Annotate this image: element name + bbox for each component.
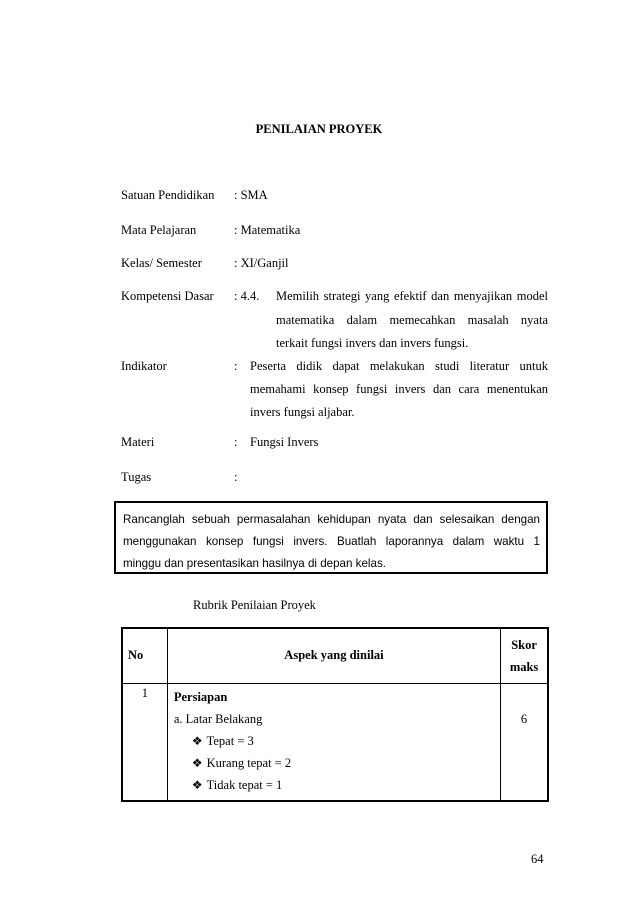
field-colon-materi: :	[234, 435, 238, 449]
header-skor-line-2: maks	[509, 659, 539, 674]
diamond-bullet-icon: ❖	[191, 755, 203, 770]
rubric-table	[121, 627, 549, 802]
row-sub: a. Latar Belakang	[173, 711, 263, 726]
table-row	[122, 683, 548, 801]
field-label-indikator: Indikator	[121, 359, 167, 373]
row-section: Persiapan	[173, 689, 228, 704]
kd-line-1: Memilih strategi yang efektif dan menyajikan model	[276, 289, 548, 303]
field-label-mapel: Mata Pelajaran	[121, 223, 197, 237]
indikator-line-1: Peserta didik dapat melakukan studi literatur untuk	[250, 359, 548, 373]
task-box	[114, 501, 548, 574]
field-value-mapel: : Matematika	[234, 223, 301, 237]
kd-line-2: matematika dalam memecahkan masalah nyata	[276, 313, 548, 327]
field-label-kd: Kompetensi Dasar	[121, 289, 214, 303]
field-colon-indikator: :	[234, 359, 238, 373]
row-skor: 6	[501, 683, 548, 801]
rubric-heading: Rubrik Penilaian Proyek	[193, 598, 316, 612]
header-aspek: Aspek yang dinilai	[167, 628, 500, 683]
page-title: PENILAIAN PROYEK	[255, 122, 383, 136]
field-prefix-kd: : 4.4.	[234, 289, 260, 303]
field-value-kelas: : XI/Ganjil	[234, 256, 289, 270]
list-item	[174, 752, 500, 774]
field-label-materi: Materi	[121, 435, 155, 449]
task-line-3: minggu dan presentasikan hasilnya di depan kelas.	[123, 557, 386, 570]
row-aspek	[167, 683, 500, 801]
header-skor-line-1: Skor	[511, 637, 537, 652]
diamond-bullet-icon: ❖	[191, 733, 203, 748]
header-skor	[501, 628, 548, 683]
page-number: 64	[531, 852, 544, 866]
rubric-header-row	[122, 628, 548, 683]
kd-line-3: terkait fungsi invers dan invers fungsi.	[276, 336, 469, 350]
task-line-2: menggunakan konsep fungsi invers. Buatlah laporannya dalam waktu 1	[123, 535, 540, 548]
task-line-1: Rancanglah sebuah permasalahan kehidupan nyata dan selesaikan dengan	[123, 513, 540, 526]
indikator-line-2: memahami konsep fungsi invers dan cara menentukan	[250, 382, 548, 396]
diamond-bullet-icon: ❖	[191, 777, 203, 792]
list-item	[174, 730, 500, 752]
row-no: 1	[122, 683, 167, 801]
item-label: Tepat = 3	[206, 733, 254, 748]
field-label-satuan: Satuan Pendidikan	[121, 188, 215, 202]
item-label: Tidak tepat = 1	[206, 777, 283, 792]
field-colon-tugas: :	[234, 470, 238, 484]
header-no: No	[122, 628, 167, 683]
indikator-line-3: invers fungsi aljabar.	[250, 405, 355, 419]
list-item	[174, 774, 500, 796]
item-label: Kurang tepat = 2	[206, 755, 292, 770]
field-label-tugas: Tugas	[121, 470, 152, 484]
field-value-satuan: : SMA	[234, 188, 268, 202]
field-label-kelas: Kelas/ Semester	[121, 256, 202, 270]
field-value-materi: Fungsi Invers	[250, 435, 319, 449]
